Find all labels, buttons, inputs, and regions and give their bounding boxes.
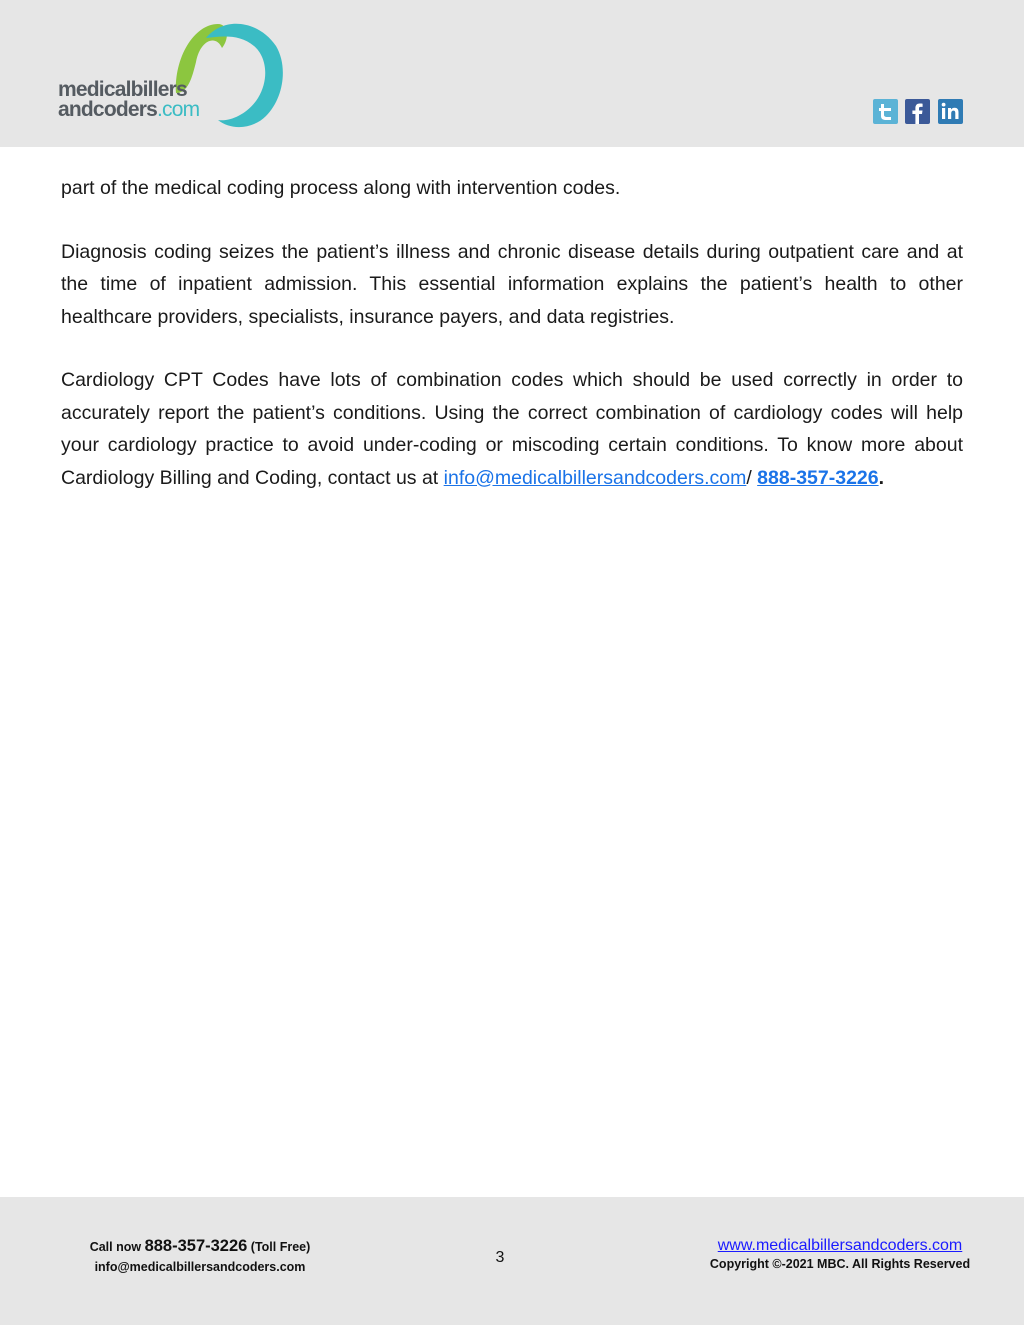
link-separator: / xyxy=(746,466,758,489)
footer-call-number[interactable]: 888-357-3226 xyxy=(144,1237,248,1255)
email-link[interactable]: info@medicalbillersandcoders.com xyxy=(443,466,747,489)
linkedin-icon xyxy=(938,99,963,124)
twitter-link[interactable] xyxy=(873,99,898,124)
facebook-icon xyxy=(905,99,930,124)
footer-email[interactable]: info@medicalbillersandcoders.com xyxy=(94,1260,306,1274)
footer-call-prefix: Call now xyxy=(89,1240,145,1254)
company-logo[interactable] xyxy=(58,18,298,133)
document-body xyxy=(61,172,963,525)
page-number: 3 xyxy=(495,1249,505,1266)
paragraph-3-text: Cardiology CPT Codes have lots of combination codes which should be used correctly in order to accurately report the patient’s conditions. Using the correct combination of cardiology codes will help your cardiology practice to avoid under-coding or miscoding certain conditions. To know more about Cardiology Billing and Coding, contact us at xyxy=(61,369,963,489)
paragraph-2: Diagnosis coding seizes the patient’s illness and chronic disease details during outpatient care and at the time of inpatient admission. This essential information explains the patient’s health to other healthcare providers, specialists, insurance payers, and data registries. xyxy=(61,240,963,328)
footer-site xyxy=(690,1237,990,1271)
logo-line1: medicalbillers xyxy=(58,78,187,101)
twitter-icon xyxy=(873,99,898,124)
page-footer xyxy=(0,1197,1024,1325)
phone-link[interactable]: 888-357-3226 xyxy=(757,466,879,489)
logo-line2-main: andcoders xyxy=(58,98,157,121)
footer-call-suffix: (Toll Free) xyxy=(247,1240,311,1254)
logo-line2-suffix: .com xyxy=(157,98,200,121)
sentence-end: . xyxy=(878,466,885,489)
page-header xyxy=(0,0,1024,147)
copyright-text: Copyright ©-2021 MBC. All Rights Reserved xyxy=(709,1257,971,1271)
linkedin-link[interactable] xyxy=(938,99,963,124)
logo-wordmark xyxy=(58,80,199,120)
paragraph-3 xyxy=(61,364,963,494)
footer-call-line xyxy=(60,1237,340,1256)
logo-line2 xyxy=(58,100,199,120)
paragraph-1: part of the medical coding process along with intervention codes. xyxy=(61,177,621,199)
footer-contact xyxy=(60,1237,340,1274)
facebook-link[interactable] xyxy=(905,99,930,124)
website-link[interactable]: www.medicalbillersandcoders.com xyxy=(717,1237,963,1254)
